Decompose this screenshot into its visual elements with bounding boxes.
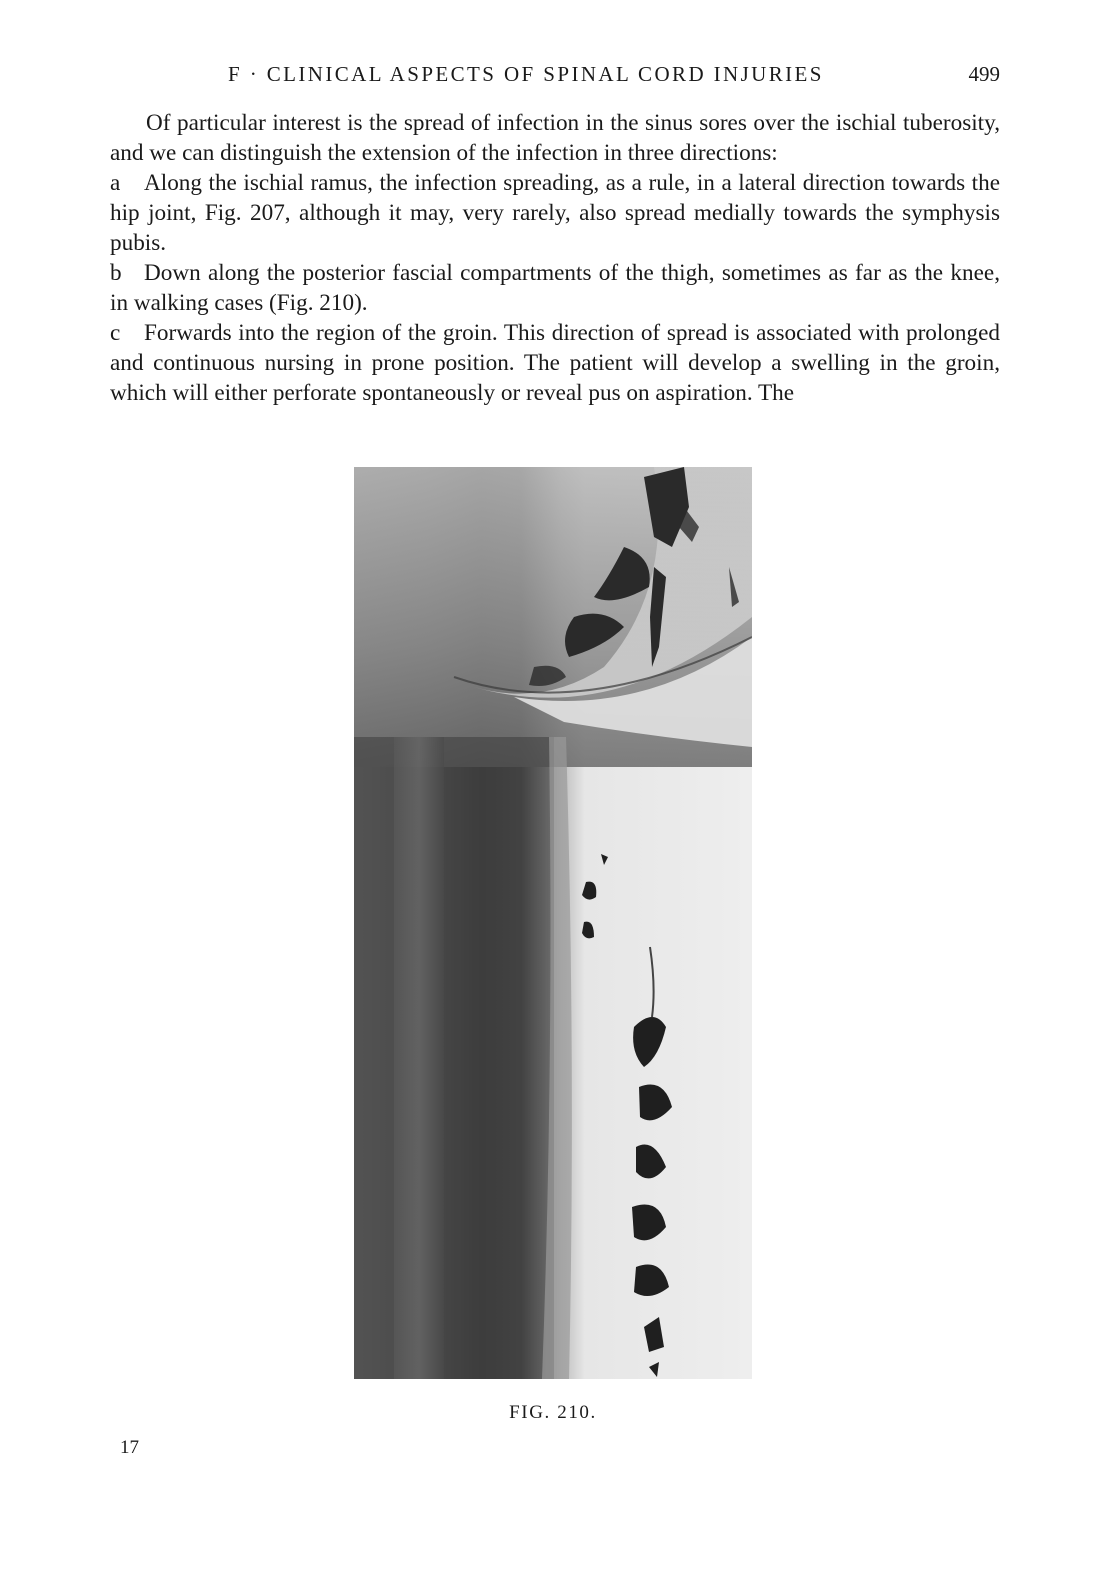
femoral-shaft [394, 737, 444, 1379]
item-text: Along the ischial ramus, the infection spreading, as a rule, in a lateral direction towards the hip joint, Fig. 207, although it may, very rarely, also spread medially towards the symphysis pubis. [110, 170, 1000, 256]
list-item-c [110, 318, 1000, 408]
body-text [110, 108, 1000, 408]
item-letter: c [110, 320, 121, 346]
radiograph-image [354, 467, 752, 1379]
figure-radiograph [354, 467, 752, 1379]
lead-paragraph: Of particular interest is the spread of infection in the sinus sores over the ischial tuberosity, and we can distinguish the extension of the infection in three directions: [110, 110, 1000, 166]
item-text: Down along the posterior fascial compartments of the thigh, sometimes as far as the knee, in walking cases (Fig. 210). [110, 260, 1000, 316]
page-number: 499 [968, 62, 1000, 86]
running-head [110, 62, 1000, 90]
thigh-shadow [354, 737, 554, 1379]
item-letter: a [110, 170, 121, 196]
item-letter: b [110, 260, 122, 286]
item-text: Forwards into the region of the groin. This direction of spread is associated with prolonged and continuous nursing in prone position. The patient will develop a swelling in the groin, which will either perforate spontaneously or reveal pus on aspiration. The [110, 320, 1000, 406]
signature-mark: 17 [120, 1437, 139, 1458]
figure-caption: FIG. 210. [509, 1402, 597, 1423]
list-item-a [110, 168, 1000, 258]
running-title: F · CLINICAL ASPECTS OF SPINAL CORD INJURIES [228, 62, 824, 86]
list-item-b [110, 258, 1000, 318]
